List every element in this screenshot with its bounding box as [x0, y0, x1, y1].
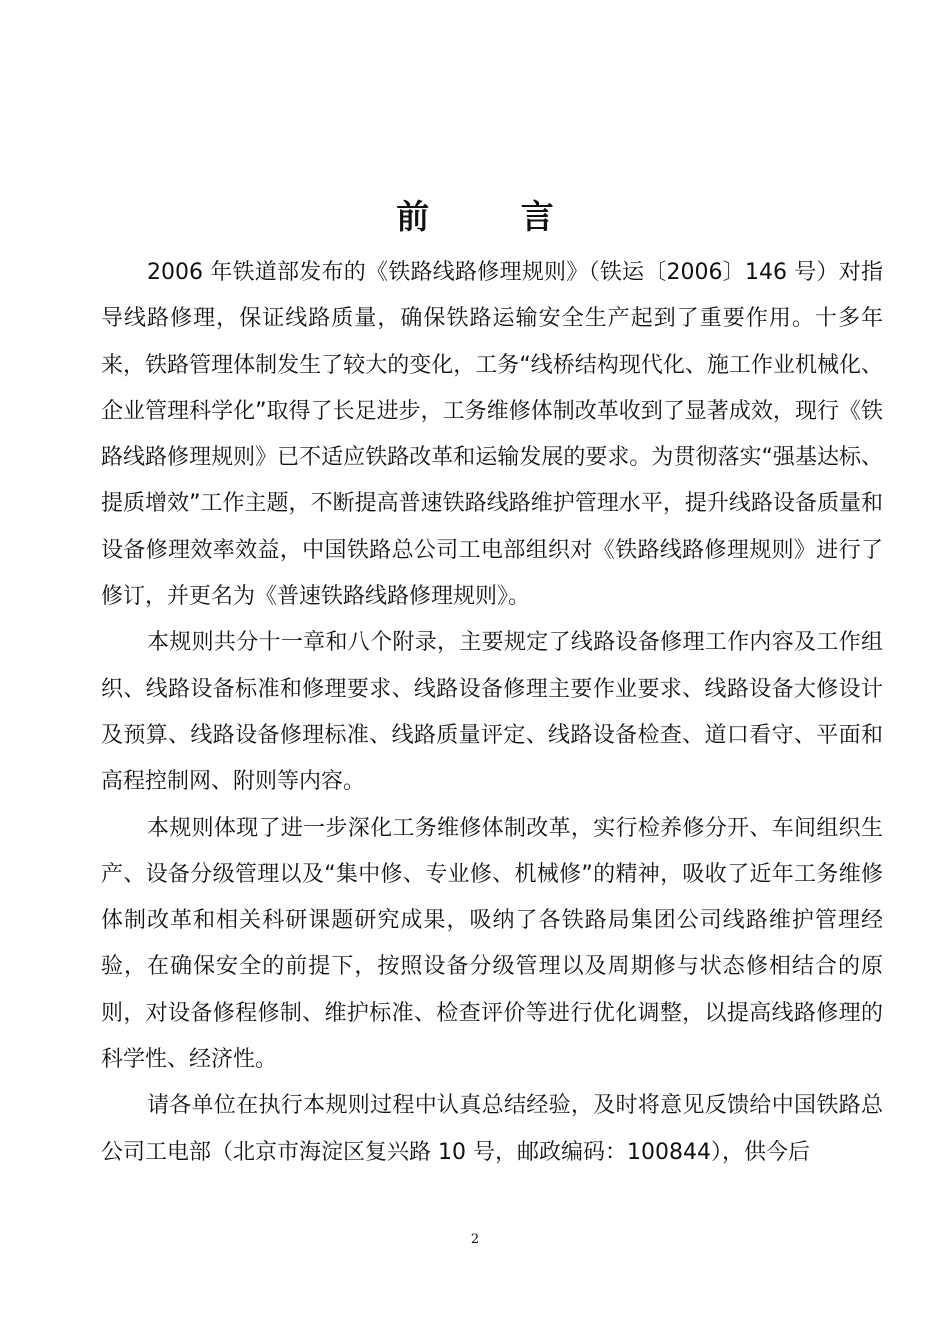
paragraph-content-overview: 本规则共分十一章和八个附录，主要规定了线路设备修理工作内容及工作组织、线路设备标准和修理要求、线路设备修理主要作业要求、线路设备大修设计及预算、线路设备修理标准、线路质量评定、线路设备检查、道口看守、平面和高程控制网、附则等内容。 [101, 630, 883, 795]
paragraph-revision-background: 2006 年铁道部发布的《铁路线路修理规则》（铁运〔2006〕146 号）对指导线路修理，保证线路质量，确保铁路运输安全生产起到了重要作用。十多年来，铁路管理体制发生了较大的变化，工务“线桥结构现代化、施工作业机械化、企业管理科学化”取得了长足进步，工务维修体制改革收到了显著成效，现行《铁路线路修理规则》已不适应铁路改革和运输发展的要求。为贯彻落实“强基达标、提质增效”工作主题，不断提高普速铁路线路维护管理水平，提升线路设备质量和设备修理效率效益，中国铁路总公司工电部组织对《铁路线路修理规则》进行了修订，并更名为《普速铁路线路修理规则》。 [101, 260, 883, 610]
page-title: 前 言 [396, 197, 594, 237]
paragraph-reform-principles: 本规则体现了进一步深化工务维修体制改革，实行检养修分开、车间组织生产、设备分级管理以及“集中修、专业修、机械修”的精神，吸收了近年工务维修体制改革和相关科研课题研究成果，吸纳了各铁路局集团公司线路维护管理经验，在确保安全的前提下，按照设备分级管理以及周期修与状态修相结合的原则，对设备修程修制、维护标准、检查评价等进行优化调整，以提高线路修理的科学性、经济性。 [101, 815, 883, 1073]
paragraph-feedback-request: 请各单位在执行本规则过程中认真总结经验，及时将意见反馈给中国铁路总公司工电部（北京市海淀区复兴路 10 号，邮政编码：100844），供今后 [101, 1093, 883, 1165]
body-text [101, 250, 883, 1176]
page-number: 2 [470, 1232, 480, 1247]
